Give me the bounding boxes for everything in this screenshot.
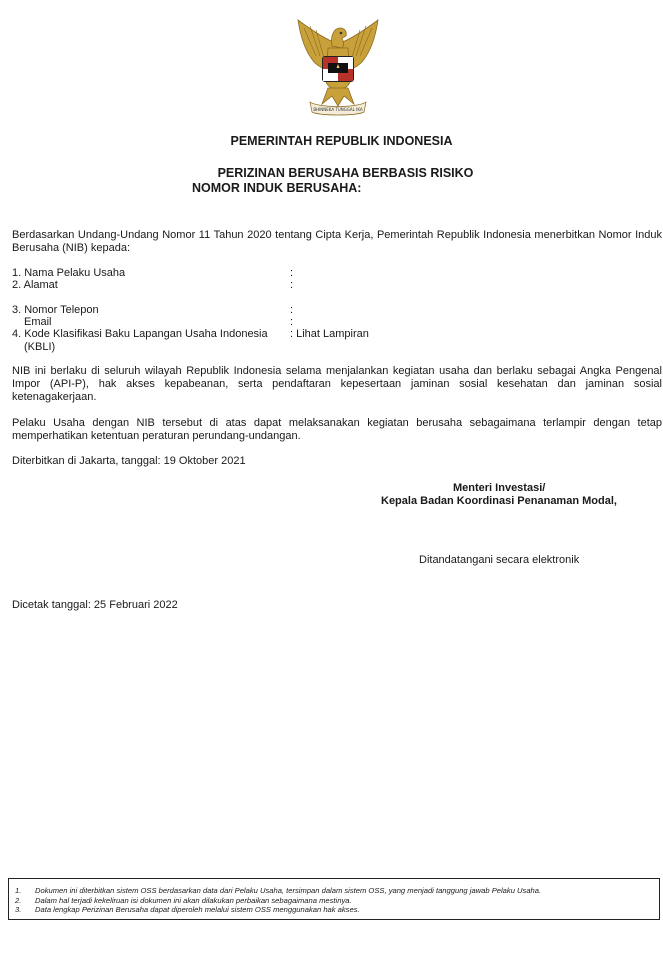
field-value-name: : [290,267,294,279]
signatory-title-line1: Menteri Investasi/ [453,482,546,494]
footnote-item: 3. Data lengkap Perizinan Berusaha dapat diperoleh melalui sistem OSS menggunakan hak akses. [15,905,360,914]
government-title: PEMERINTAH REPUBLIK INDONESIA [230,134,453,148]
electronic-signature-note: Ditandatangani secara elektronik [419,554,580,566]
field-label-kbli-abbr: (KBLI) [24,341,56,353]
field-label-email: Email [24,316,52,328]
field-label-name: 1. Nama Pelaku Usaha [12,267,126,279]
footnote-item: 1. Dokumen ini diterbitkan sistem OSS berdasarkan data dari Pelaku Usaha, tersimpan dalam sistem OSS, yang menjadi tanggung jawab Pelaku Usaha. [15,886,542,895]
signatory-title-line2: Kepala Badan Koordinasi Penanaman Modal, [381,495,617,507]
field-value-email: : [290,316,294,328]
garuda-emblem-icon [292,16,384,116]
field-value-phone: : [290,304,294,316]
printed-date: Dicetak tanggal: 25 Februari 2022 [12,599,178,611]
footnote-item: 2. Dalam hal terjadi kekeliruan isi dokumen ini akan dilakukan perbaikan sebagaimana mestinya. [15,895,352,905]
document-title: PERIZINAN BERUSAHA BERBASIS RISIKO [217,166,474,180]
intro-paragraph: Berdasarkan Undang-Undang Nomor 11 Tahun 2020 tentang Cipta Kerja, Pemerintah Republik Indonesia menerbitkan Nomor Induk Berusaha (NIB) kepada: [12,229,662,254]
field-value-kbli: : Lihat Lampiran [290,328,369,340]
obligation-paragraph: Pelaku Usaha dengan NIB tersebut di atas dapat melaksanakan kegiatan berusaha sebagaimana terlampir dengan tetap memperhatikan ketentuan peraturan perundang-undangan. [12,417,662,442]
field-label-kbli: 4. Kode Klasifikasi Baku Lapangan Usaha Indonesia [12,328,268,340]
nib-label: NOMOR INDUK BERUSAHA: [192,181,362,195]
field-label-phone: 3. Nomor Telepon [12,304,99,316]
field-label-address: 2. Alamat [12,279,58,291]
validity-paragraph: NIB ini berlaku di seluruh wilayah Republik Indonesia selama menjalankan kegiatan usaha dan berlaku sebagai Angka Pengenal Impor (API-P), hak akses kepabeanan, serta pendaftaran kepesertaan jaminan sosial kesehatan dan jaminan sosial ketenagakerjaan. [12,365,662,403]
footnotes-box [8,878,660,920]
field-value-address: : [290,279,294,291]
issued-date: Diterbitkan di Jakarta, tanggal: 19 Oktober 2021 [12,455,246,467]
emblem-motto: BHINNEKA TUNGGAL IKA [313,107,363,112]
